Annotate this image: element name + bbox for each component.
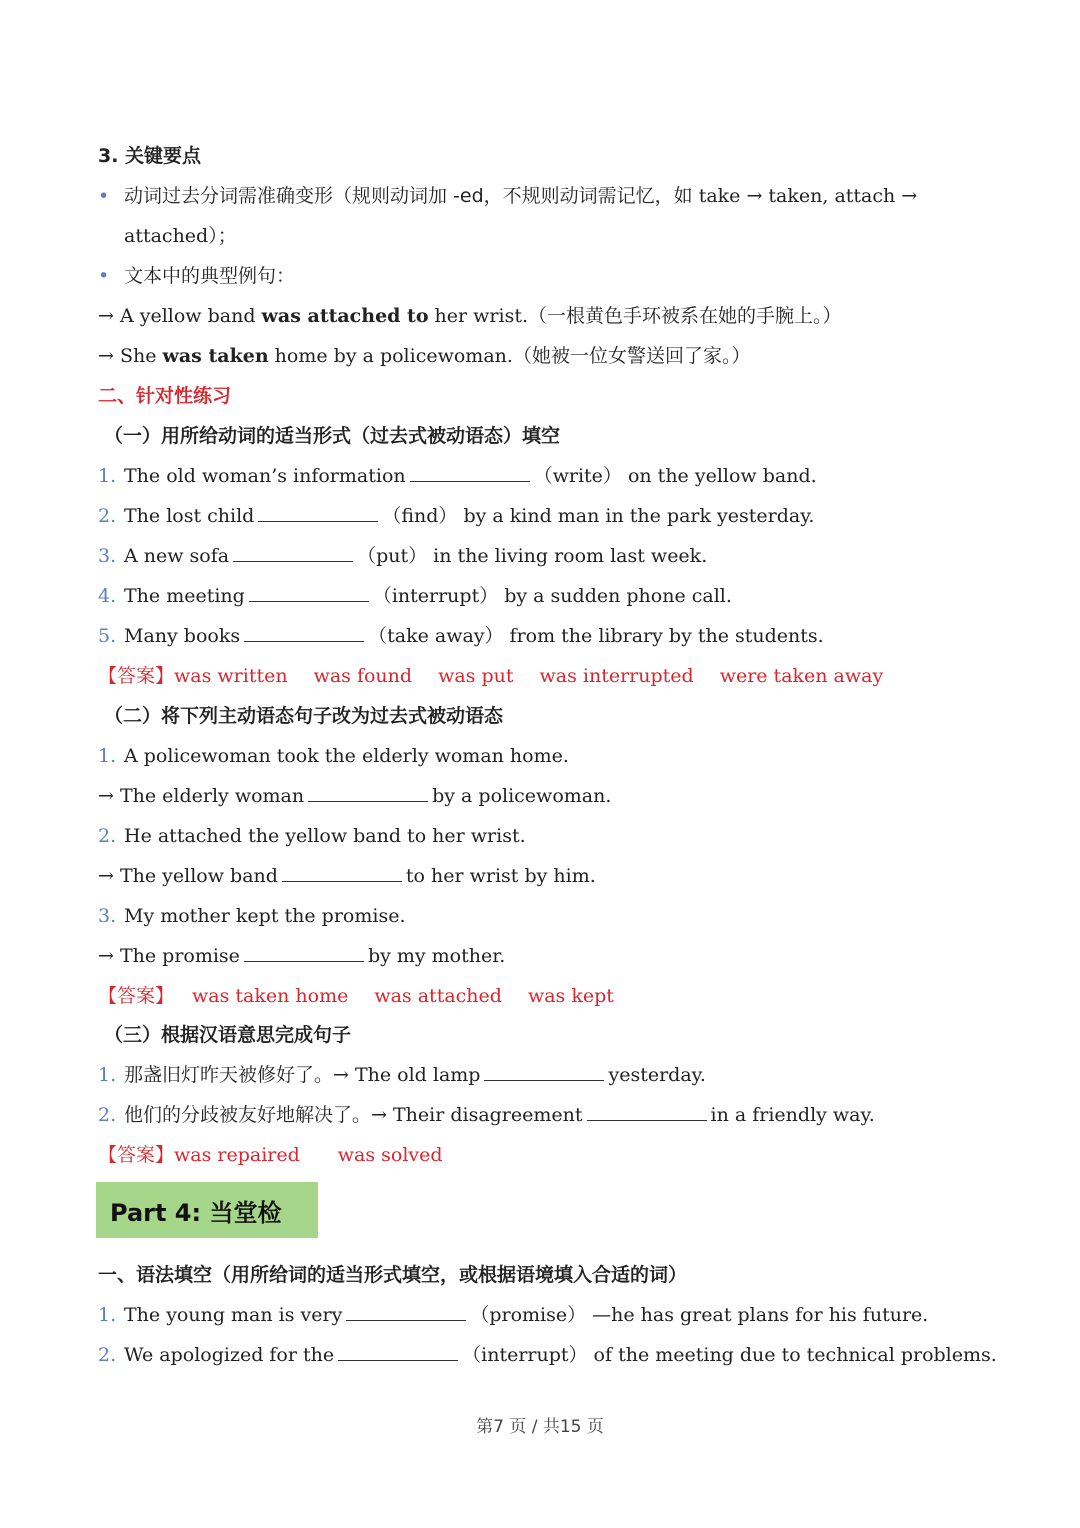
answer-blank[interactable] [484, 1062, 604, 1081]
answer-blank[interactable] [308, 783, 428, 802]
answer-blank[interactable] [258, 503, 378, 522]
exercise-rewrite: → The yellow band to her wrist by him. [98, 865, 596, 887]
bullet-item-participle: • 动词过去分词需准确变形（规则动词加 -ed，不规则动词需记忆，如 take → taken, attach → [98, 185, 918, 207]
answer-blank[interactable] [233, 543, 353, 562]
exercise-item: 1. 那盏旧灯昨天被修好了。→ The old lamp yesterday. [98, 1064, 706, 1086]
answer-blank[interactable] [249, 583, 369, 602]
exercise-item: 1. The young man is very （promise） —he has great plans for his future. [98, 1304, 929, 1326]
answer-blank[interactable] [338, 1342, 458, 1361]
part4-title: Part 4: 当堂检 [110, 1198, 282, 1227]
answer-line-part2: 【答案】 was taken home was attached was kept [98, 985, 614, 1007]
practice-part2-title: （二）将下列主动语态句子改为过去式被动语态 [104, 705, 504, 727]
answer-blank[interactable] [244, 623, 364, 642]
key-points-heading: 3. 关键要点 [98, 145, 202, 167]
exercise-item: 2. He attached the yellow band to her wrist. [98, 825, 526, 847]
exercise-item: 5. Many books （take away） from the library by the students. [98, 625, 824, 647]
answer-blank[interactable] [244, 943, 364, 962]
bullet-item-examples: • 文本中的典型例句： [98, 265, 296, 287]
answer-blank[interactable] [346, 1302, 466, 1321]
practice-part3-title: （三）根据汉语意思完成句子 [104, 1024, 352, 1046]
exercise-item: 2. We apologized for the （interrupt） of the meeting due to technical problems. [98, 1344, 997, 1366]
exercise-item: 3. My mother kept the promise. [98, 905, 406, 927]
exercise-item: 1. The old woman’s information （write） on the yellow band. [98, 465, 817, 487]
exercise-item: 4. The meeting （interrupt） by a sudden phone call. [98, 585, 732, 607]
example-sentence-1: → A yellow band was attached to her wrist.（一根黄色手环被系在她的手腕上。） [98, 305, 842, 327]
exercise-item: 1. A policewoman took the elderly woman home. [98, 745, 569, 767]
answer-blank[interactable] [587, 1102, 707, 1121]
exercise-item: 3. A new sofa （put） in the living room last week. [98, 545, 708, 567]
exercise-item: 2. 他们的分歧被友好地解决了。→ Their disagreement in a friendly way. [98, 1104, 875, 1126]
bullet-dot: • [98, 265, 110, 287]
answer-blank[interactable] [410, 463, 530, 482]
part4-section-title: 一、语法填空（用所给词的适当形式填空，或根据语境填入合适的词） [98, 1264, 688, 1286]
answer-line-part1: 【答案】was written was found was put was interrupted were taken away [98, 665, 884, 687]
exercise-rewrite: → The elderly woman by a policewoman. [98, 785, 612, 807]
exercise-item: 2. The lost child （find） by a kind man in the park yesterday. [98, 505, 815, 527]
example-sentence-2: → She was taken home by a policewoman.（她被一位女警送回了家。） [98, 345, 751, 367]
answer-blank[interactable] [282, 863, 402, 882]
page-footer: 第7 页 / 共15 页 [476, 1417, 604, 1437]
bullet-dot: • [98, 185, 110, 207]
practice-section-title: 二、针对性练习 [98, 385, 232, 407]
practice-part1-title: （一）用所给动词的适当形式（过去式被动语态）填空 [104, 425, 561, 447]
bullet-item-participle-cont: attached）； [124, 225, 237, 247]
exercise-rewrite: → The promise by my mother. [98, 945, 506, 967]
answer-line-part3: 【答案】was repaired was solved [98, 1144, 443, 1166]
part4-heading-box [96, 1182, 318, 1238]
